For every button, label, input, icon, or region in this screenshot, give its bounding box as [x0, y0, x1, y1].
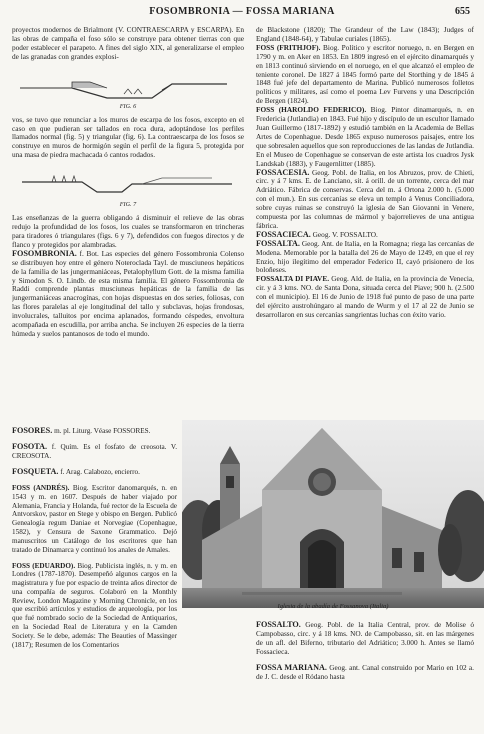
entry-fosores — [12, 427, 177, 436]
right-column-lower — [256, 614, 474, 685]
entry-body: Geog. Pobl. de Italia, en los Abruzos, prov. de Chieti, circ. y á 7 kms. E. de Lanciano, sit. á orill. de un torrente, cerca del mar Adriático. Fábrica de conservas. Cerca del m. á Ortona 2.000 h. (5.000 con el mun.). En sus cercanías se eleva un templo á Venus Conciliadora, sobre cuyas ruinas se construyó la iglesia de San Giovanni in Venere, compuesta por las columnas de mármol y bajorrelieves de una antigua fábrica. — [256, 167, 474, 230]
entry-body: m. pl. Liturg. Véase FOSSORES. — [54, 427, 151, 436]
abbey-photo — [182, 420, 484, 608]
entry-foss-eduardo-cont — [256, 26, 474, 44]
entry-foss-eduardo — [12, 562, 177, 650]
entry-head: FOSS (FRITHJOF). — [256, 42, 321, 52]
running-head: FOSOMBRONIA — FOSSA MARIANA — [149, 6, 335, 17]
photo-caption: Iglesia de la abadía de Fossanova (Italia) — [277, 603, 389, 610]
entry-head: FOSS (ANDRÉS). — [12, 483, 70, 492]
entry-fosombronia — [12, 250, 244, 339]
entry-head: FOSSALTA DI PIAVE. — [256, 274, 330, 284]
paragraph-fosos-2: vos, se tuvo que renunciar a los muros de escarpa de los fosos, excepto en el caso en que pudieran ser tallados en roca dura, adoptándose los perfiles llamados normal (fig. 5) y triangular (fig. 6). La contraescarpa de los fosos se construye en muros de hormigón según el perfil de la figura 5, protegida por una masa de piedra machacada ó cantos rodados. — [12, 114, 244, 160]
figure-6-drawing — [12, 64, 244, 104]
left-column-lower — [12, 420, 177, 726]
figure-7-drawing — [12, 162, 244, 202]
entry-head: FOSQUETA. — [12, 466, 59, 476]
entry-body: Geog. Ald. de Italia, en la provincia de Venecia, cir. y á 3 kms. NO. de Santa Dona, situada cerca del Piave; 900 h. (2.500 con el municipio). El 16 de Junio de 1918 fué punto de paso de una parte del ejército austrohúngaro al mando de Wurm y el 17 al 22 de Junio se desarrollaron en sus cercanías sangrientas luchas con éxito vario. — [256, 274, 474, 319]
entry-head: FOSSALTA. — [256, 238, 300, 248]
entry-foss-andres — [12, 484, 177, 554]
entry-fossalta — [256, 240, 474, 276]
entry-fosota — [12, 443, 177, 461]
entry-fosqueta — [12, 468, 177, 477]
entry-body: Geog. V. FOSSALTO. — [312, 229, 378, 239]
paragraph-fosos-1: proyectos modernos de Brialmont (V. CONTRAESCARPA y ESCARPA). En las obras de campaña el foso sólo se construye para obtener tierras con que poder establecer el parapeto. A fines del siglo XIX, al generalizarse el empleo de las granadas con grandes explosi- — [12, 26, 244, 61]
entry-head: FOSSACIECA. — [256, 229, 311, 239]
entry-body: Biog. Escritor danomarqués, n. en 1543 y m. en 1607. Después de haber viajado por Alemania, Francia y Holanda, fué rector de la Escuela de Antvorskov, pastor en Stege y obispo en Bergen. Publicó Genealogía regum Daniae et Norvegiae (Copenhague, 1582), y Censura de Saxone Grammatico. Dejó manuscritos un Catálogo de los escritores que han tratado de Dinamarca y continuó los anales de Amales. — [12, 483, 177, 554]
entry-body: f. Quím. Es el fosfato de creosota. V. CREOSOTA. — [12, 443, 177, 460]
entry-head: FOSORES. — [12, 426, 53, 436]
entry-body: de Blackstone (1820); The Grandeur of the Law (1843); Judges of England (1848-64), y Tabulae curiales (1865). — [256, 26, 474, 43]
entry-body: Biog. Político y escritor noruego, n. en Bergen en 1790 y m. en Aker en 1853. En 1809 ingresó en el ejército dinamarqués y en 1813 continuó sirviendo en el noruego, en el que alcanzó el empleo de teniente coronel. De 1827 á 1845 formó parte del Storthing y de 1845 á 1848 fué jefe del departamento de Marina. Publicó numerosos folletos políticos y militares, así como el poema Lev Furvens y una Descripción de Bergen (1824). — [256, 42, 474, 106]
figure-7 — [12, 162, 244, 210]
entry-head: FOSSACESIA. — [256, 167, 310, 177]
figure-6 — [12, 64, 244, 112]
entry-fossa-mariana — [256, 664, 474, 682]
entry-body: Geog. ant. Canal construido por Mario en 102 a. de J. C. desde el Ródano hasta — [256, 663, 474, 682]
entry-head: FOSS (EDUARDO). — [12, 561, 76, 570]
entry-foss-frithjof — [256, 44, 474, 106]
entry-body: f. Bot. Las especies del género Fossombronia Colenso se distribuyen hoy entre el género Noteroclada Tayl. de musciuneos hepáticos de la familia de las jungermaniáceas, Petalophyllum Gott. de la misma familia y Simodon S. O. Lindb. de esta misma familia. El género Fossombronia de Raddi comprende plantas musciuneas hepáticas de la familia de las jungermaniáceas anacrogínas, con hojas dispuestas en dos series, foliosas, con las flores paralelas al eje longitudinal del tallo y subclavas, hojas frondosas, involucrales, talluitos por encima aplanados, formando céspedes, envoltura acompañada en escudilla, por arriba ancha. Se incluyen 26 especies de la tierra húmeda y suelos pantanosos de todo el mundo. — [12, 248, 244, 338]
left-column-upper — [12, 26, 244, 416]
entry-head: FOSOMBRONIA. — [12, 248, 77, 258]
entry-body: Biog. Pintor dinamarqués, n. en Fredericia (Jutlandia) en 1843. Fué hijo y discípulo de un escultor llamado Juan Guillermo (1817-1892) y estudió también en la Academia de Bellas Artes de Copenhague. Desde 1865 expuso numerosos paisajes, entre los que sobresalen aquellos que son reproducciones de las landas de Jutlandia. En el Museo de Copenhague se conservan de este artista los cuadros Jysk Landskab (1883), y Faugernlitter (1885). — [256, 105, 474, 168]
abbey-church-illustration — [182, 420, 484, 608]
page-number: 655 — [455, 6, 470, 17]
page-header — [0, 6, 484, 22]
entry-head: FOSSA MARIANA. — [256, 663, 327, 673]
entry-head: FOSOTA. — [12, 442, 48, 452]
paragraph-fosos-3: Las enseñanzas de la guerra obligando á disminuir el relieve de las obras redujo la profundidad de los fosos, los cuales se transformaron en trincheras para tiradores ó triangulares (figs. 6 y 7), defendidos con fuegos directos y de flanco y protegidos por alambradas. — [12, 213, 244, 249]
entry-head: FOSS (HAROLDO FEDERICO). — [256, 105, 367, 115]
figure-6-label: FIG. 6 — [119, 102, 137, 110]
right-column-upper — [256, 26, 474, 418]
entry-body: Geog. Ant. de Italia, en la Romagna; riega las cercanías de Modena. Memorable por la batalla del 26 de Mayo de 1249, en que el rey Enzio, hijo ilegítimo del emperador Federico II, cayó prisionero de los boloñeses. — [256, 238, 474, 275]
entry-fossalta-di-piave — [256, 275, 474, 320]
figure-7-label: FIG. 7 — [119, 201, 137, 209]
entry-fossacesia — [256, 169, 474, 231]
entry-body: f. Arag. Calabozo, encierro. — [60, 467, 140, 476]
entry-fossalto — [256, 621, 474, 657]
entry-body: Geog. Pobl. de la Italia Central, prov. de Molise ó Campobasso, circ. y á 18 kms. NO. de Campobasso, sit. en las márgenes de un afl. del Biferno, tributario del Adriático; 3.000 h. Antes se llamó Fossacieca. — [256, 620, 474, 657]
entry-head: FOSSALTO. — [256, 620, 301, 630]
entry-foss-haroldo — [256, 106, 474, 168]
entry-body: Biog. Publicista inglés, n. y m. en Londres (1787-1870). Desempeñó algunos cargos en la magistratura y fue por espacio de treinta años director de una compañía de seguros. Colaboró en la Monthly Review, London Magazine y Morning Chronicle, en los que escribió artículos y estudios de arqueología, por los que fué nombrado socio de la Sociedad de Antiquarios, en la Sociedad Real de Literatura y en la Camden Society. Se le debe, además: The Beauties of Massinger (1817); Resumen de los Comentarios — [12, 561, 177, 649]
